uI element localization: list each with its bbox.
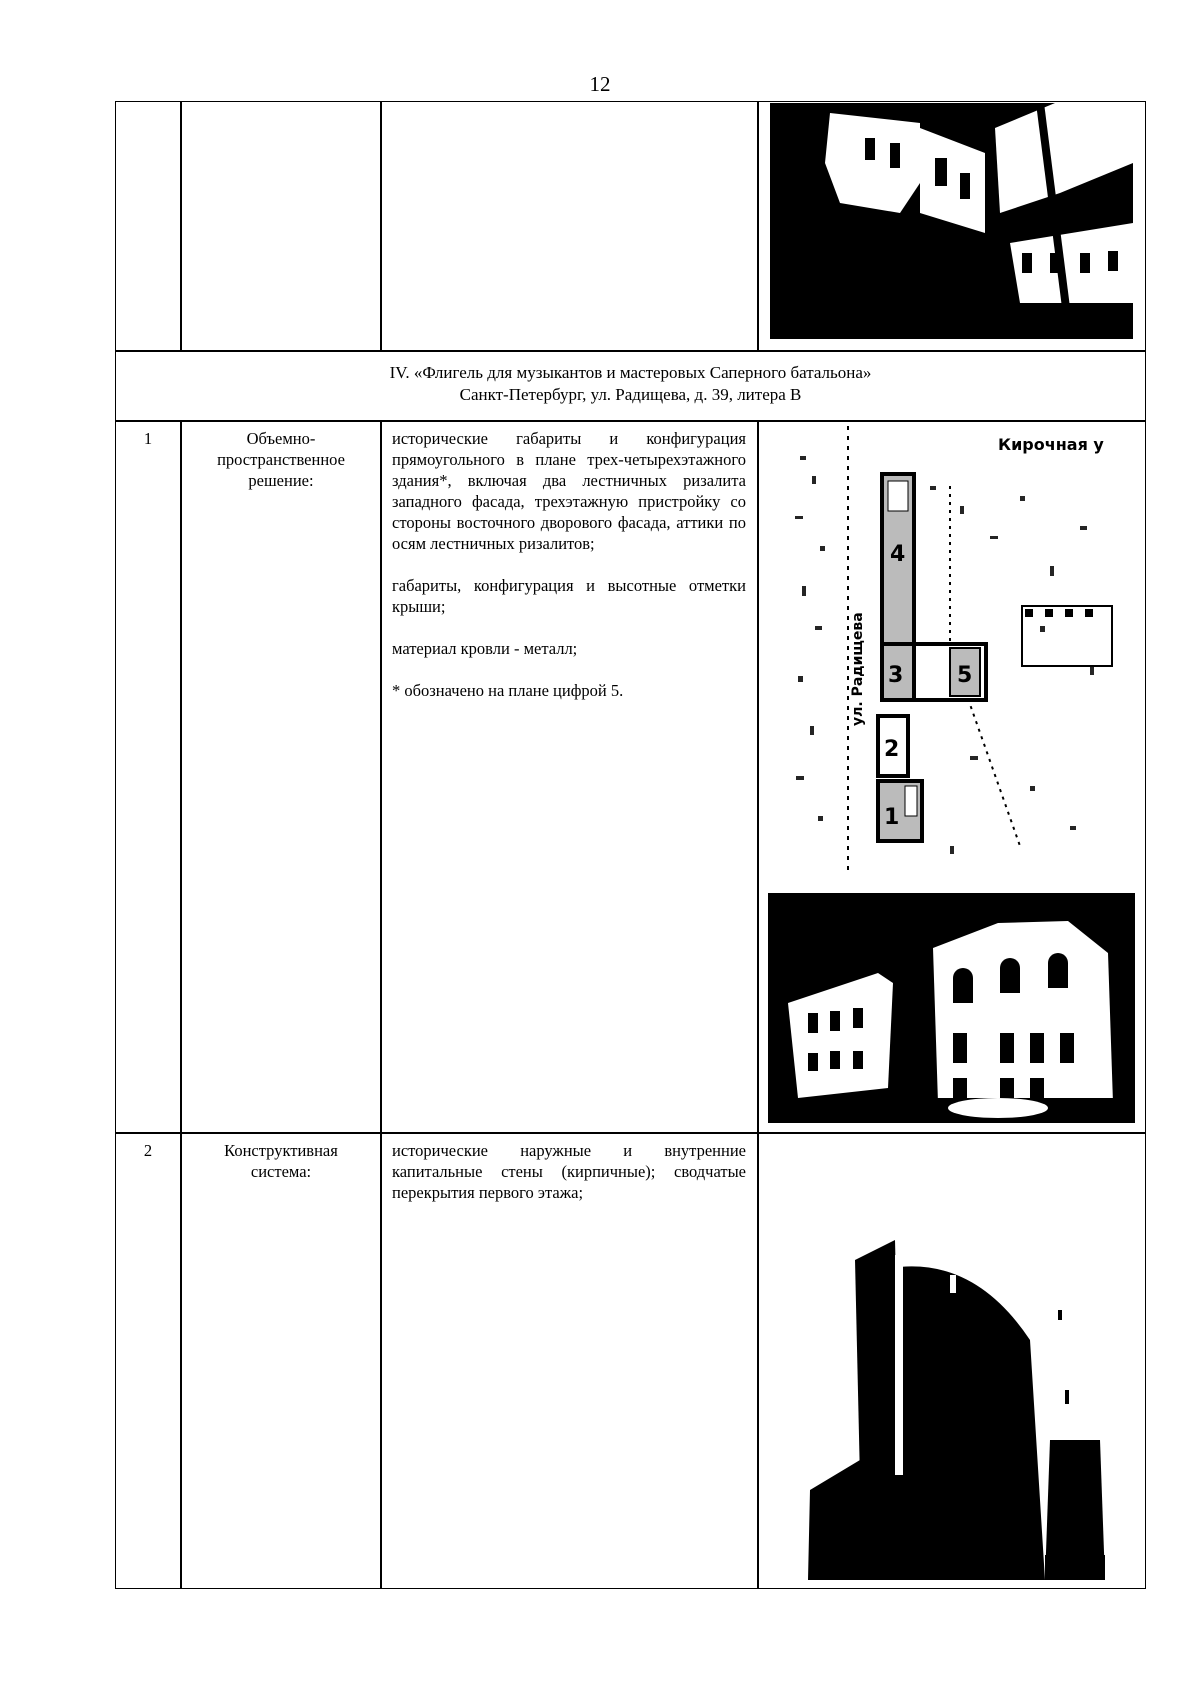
description-paragraph: * обозначено на плане цифрой 5. bbox=[392, 681, 624, 700]
row-number: 2 bbox=[143, 1141, 153, 1160]
row-divider bbox=[115, 1132, 1146, 1134]
page-number: 12 bbox=[589, 72, 611, 96]
map-label: 2 bbox=[884, 737, 900, 762]
column-divider bbox=[757, 101, 759, 351]
description-paragraph: исторические габариты и конфигурация прямоугольного в плане трех-четырехэтажного здания*, включая два лестничных ризалита западного фасада, трехэтажную пристройку со стороны восточного дворового фасада, аттики по осям лестничных ризалитов; bbox=[392, 429, 746, 553]
description-paragraph: габариты, конфигурация и высотные отметки крыши; bbox=[392, 576, 746, 616]
vault-interior-photo bbox=[800, 1160, 1110, 1580]
row-description bbox=[392, 428, 746, 722]
row-label-line: Конструктивная bbox=[224, 1141, 338, 1160]
section-title bbox=[116, 362, 1145, 406]
map-label: 4 bbox=[890, 542, 906, 567]
row-label bbox=[182, 1140, 380, 1182]
column-divider bbox=[180, 101, 182, 351]
row-label-line: Объемно- bbox=[246, 429, 316, 448]
row-label bbox=[182, 428, 380, 491]
map-label: 5 bbox=[957, 663, 973, 688]
row-label-line: решение: bbox=[248, 471, 314, 490]
map-street-label: Кирочная у bbox=[998, 435, 1104, 454]
section-address-line: Санкт-Петербург, ул. Радищева, д. 39, литера В bbox=[459, 385, 802, 404]
facade-photo bbox=[768, 893, 1135, 1123]
row-label-line: система: bbox=[250, 1162, 312, 1181]
row-divider bbox=[115, 420, 1146, 422]
column-divider bbox=[380, 101, 382, 351]
column-divider bbox=[180, 420, 182, 1589]
row-description bbox=[392, 1140, 746, 1224]
section-title-line: IV. «Флигель для музыкантов и мастеровых Саперного батальона» bbox=[389, 363, 872, 382]
column-divider bbox=[380, 420, 382, 1589]
map-label: 1 bbox=[884, 805, 900, 830]
description-paragraph: материал кровли - металл; bbox=[392, 639, 578, 658]
site-plan-map bbox=[790, 426, 1130, 871]
row-label-line: пространственное bbox=[217, 450, 345, 469]
column-divider bbox=[757, 420, 759, 1589]
row-number: 1 bbox=[143, 429, 153, 448]
building-corner-photo bbox=[770, 103, 1133, 339]
map-street-label: ул. Радищева bbox=[850, 612, 866, 726]
map-label: 3 bbox=[888, 663, 904, 688]
row-divider bbox=[115, 350, 1146, 352]
description-paragraph: исторические наружные и внутренние капитальные стены (кирпичные); сводчатые перекрытия первого этажа; bbox=[392, 1141, 746, 1202]
